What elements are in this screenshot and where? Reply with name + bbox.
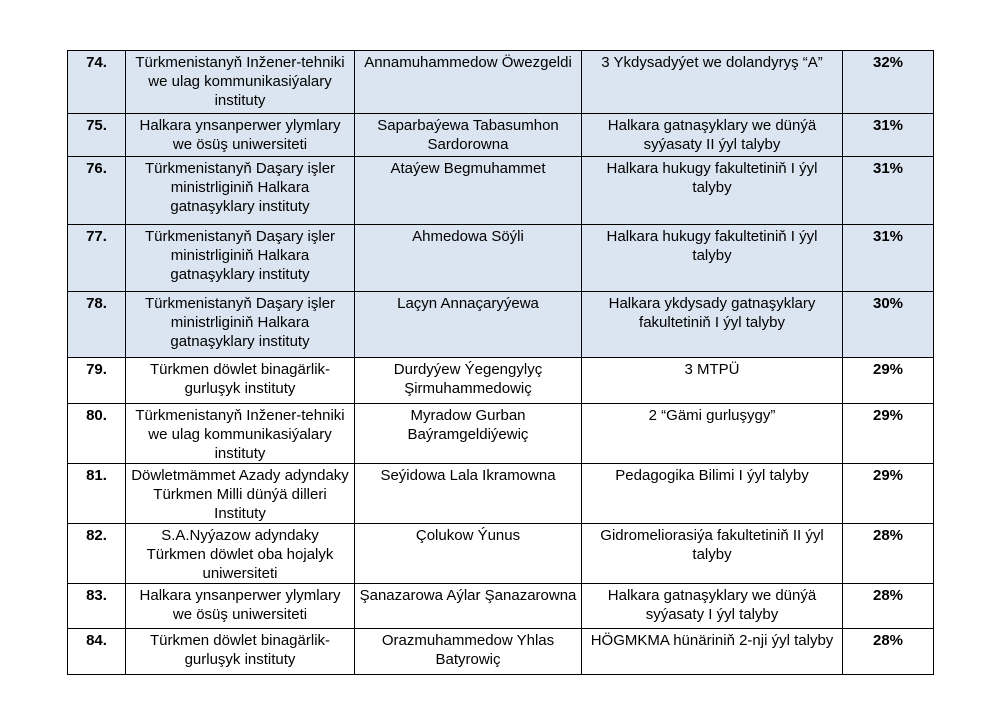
row-number: 80. — [68, 404, 126, 464]
row-number: 84. — [68, 629, 126, 675]
faculty-cell: HÖGMKMA hünäriniň 2-nji ýyl talyby — [582, 629, 843, 675]
institution-cell: Türkmenistanyň Inžener-tehniki we ulag kommunikasiýalary instituty — [126, 51, 355, 114]
row-number: 78. — [68, 292, 126, 358]
student-name-cell: Myradow Gurban Baýramgeldiýewiç — [355, 404, 582, 464]
table-row — [68, 225, 934, 292]
row-number: 82. — [68, 524, 126, 584]
institution-cell: Halkara ynsanperwer ylymlary we ösüş uniwersiteti — [126, 584, 355, 629]
row-number: 76. — [68, 157, 126, 225]
faculty-cell: Halkara ykdysady gatnaşyklary fakultetiniň I ýyl talyby — [582, 292, 843, 358]
percent-cell: 29% — [843, 464, 934, 524]
student-name-cell: Annamuhammedow Öwezgeldi — [355, 51, 582, 114]
percent-cell: 31% — [843, 157, 934, 225]
faculty-cell: 3 MTPÜ — [582, 358, 843, 404]
percent-cell: 31% — [843, 225, 934, 292]
institution-cell: Türkmenistanyň Inžener-tehniki we ulag kommunikasiýalary instituty — [126, 404, 355, 464]
results-table — [67, 50, 934, 675]
institution-cell: S.A.Nyýazow adyndaky Türkmen döwlet oba hojalyk uniwersiteti — [126, 524, 355, 584]
row-number: 74. — [68, 51, 126, 114]
table-row — [68, 524, 934, 584]
student-name-cell: Şanazarowa Aýlar Şanazarowna — [355, 584, 582, 629]
percent-cell: 28% — [843, 629, 934, 675]
percent-cell: 30% — [843, 292, 934, 358]
row-number: 81. — [68, 464, 126, 524]
institution-cell: Halkara ynsanperwer ylymlary we ösüş uniwersiteti — [126, 114, 355, 157]
percent-cell: 29% — [843, 404, 934, 464]
table-row — [68, 292, 934, 358]
institution-cell: Türkmen döwlet binagärlik-gurluşyk instituty — [126, 629, 355, 675]
table-row — [68, 464, 934, 524]
institution-cell: Döwletmämmet Azady adyndaky Türkmen Milli dünýä dilleri Instituty — [126, 464, 355, 524]
percent-cell: 28% — [843, 524, 934, 584]
student-name-cell: Ataýew Begmuhammet — [355, 157, 582, 225]
row-number: 77. — [68, 225, 126, 292]
faculty-cell: Halkara gatnaşyklary we dünýä syýasaty I ýyl talyby — [582, 584, 843, 629]
institution-cell: Türkmen döwlet binagärlik-gurluşyk instituty — [126, 358, 355, 404]
institution-cell: Türkmenistanyň Daşary işler ministrliginiň Halkara gatnaşyklary instituty — [126, 157, 355, 225]
percent-cell: 31% — [843, 114, 934, 157]
student-name-cell: Seýidowa Lala Ikramowna — [355, 464, 582, 524]
table-row — [68, 51, 934, 114]
faculty-cell: Halkara gatnaşyklary we dünýä syýasaty II ýyl talyby — [582, 114, 843, 157]
faculty-cell: Halkara hukugy fakultetiniň I ýyl talyby — [582, 157, 843, 225]
student-name-cell: Laçyn Annaçaryýewa — [355, 292, 582, 358]
percent-cell: 32% — [843, 51, 934, 114]
faculty-cell: Pedagogika Bilimi I ýyl talyby — [582, 464, 843, 524]
table-row — [68, 114, 934, 157]
student-name-cell: Saparbaýewa Tabasumhon Sardorowna — [355, 114, 582, 157]
faculty-cell: 2 “Gämi gurluşygy” — [582, 404, 843, 464]
table-row — [68, 584, 934, 629]
student-name-cell: Orazmuhammedow Yhlas Batyrowiç — [355, 629, 582, 675]
table-row — [68, 629, 934, 675]
table-row — [68, 358, 934, 404]
student-name-cell: Ahmedowa Söýli — [355, 225, 582, 292]
institution-cell: Türkmenistanyň Daşary işler ministrliginiň Halkara gatnaşyklary instituty — [126, 225, 355, 292]
table-row — [68, 157, 934, 225]
faculty-cell: 3 Ykdysadyýet we dolandyryş “A” — [582, 51, 843, 114]
row-number: 79. — [68, 358, 126, 404]
faculty-cell: Halkara hukugy fakultetiniň I ýyl talyby — [582, 225, 843, 292]
table-row — [68, 404, 934, 464]
institution-cell: Türkmenistanyň Daşary işler ministrliginiň Halkara gatnaşyklary instituty — [126, 292, 355, 358]
row-number: 83. — [68, 584, 126, 629]
student-name-cell: Çolukow Ýunus — [355, 524, 582, 584]
percent-cell: 29% — [843, 358, 934, 404]
row-number: 75. — [68, 114, 126, 157]
percent-cell: 28% — [843, 584, 934, 629]
student-name-cell: Durdyýew Ýegengylyç Şirmuhammedowiç — [355, 358, 582, 404]
faculty-cell: Gidromeliorasiýa fakultetiniň II ýyl talyby — [582, 524, 843, 584]
